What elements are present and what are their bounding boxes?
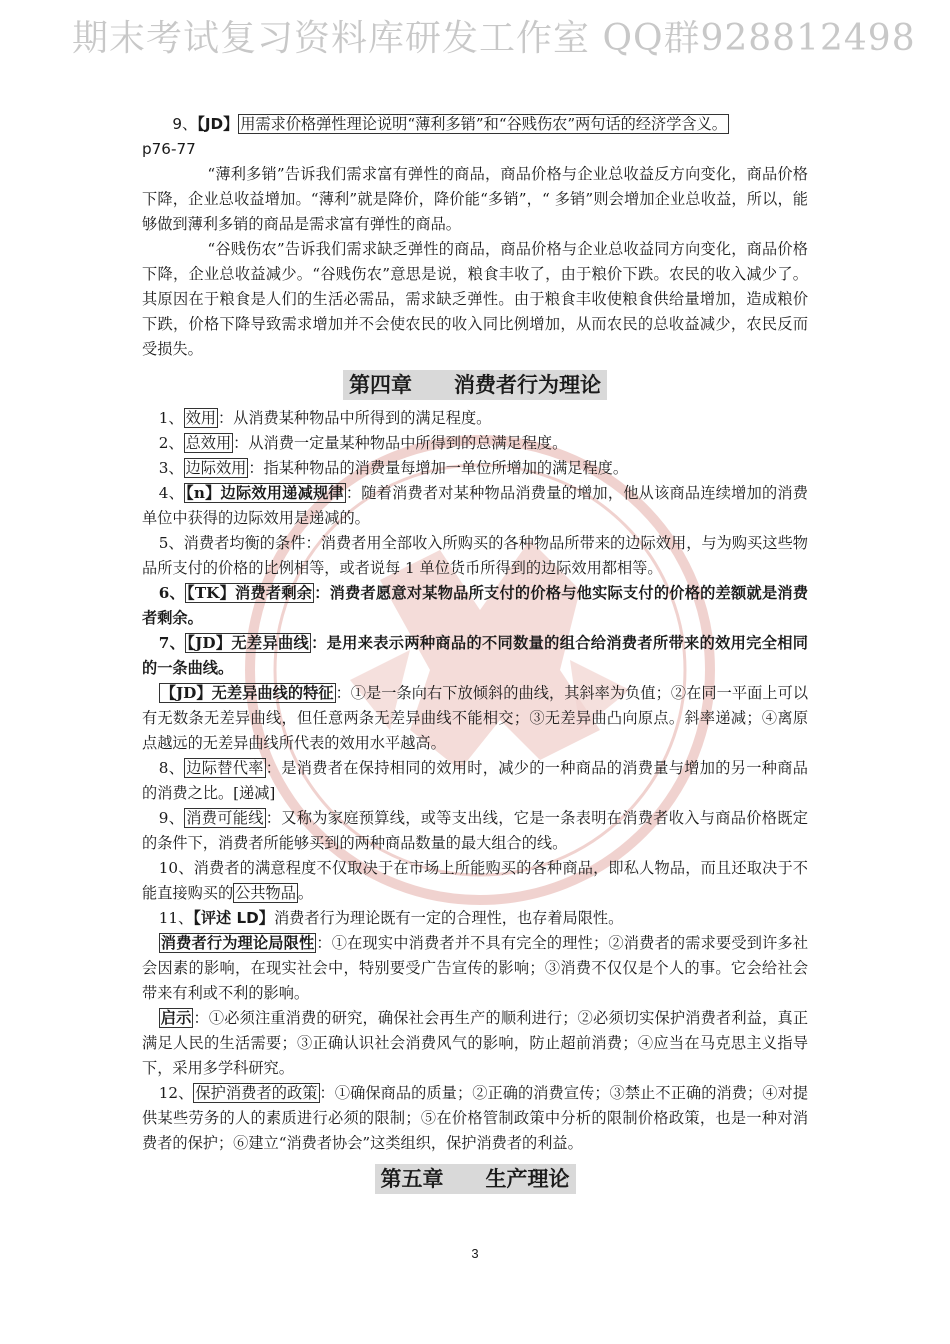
chapter-5-heading: 第五章 生产理论 [142,1164,808,1194]
item-6: 6、 【TK】消费者剩余 ：消费者愿意对某物品所支付的价格与他实际支付的价格的差额就是消费者剩余。 [142,584,809,627]
item-4: 4、 【n】边际效用递减规律 ：随着消费者对某种物品消费量的增加，他从该商品连续增加的消费单位中获得的边际效用是递减的。 [142,484,808,527]
term: 公共物品 [235,884,296,902]
page-ref: p76-77 [142,140,196,158]
term: 【JD】无差异曲线 [187,634,310,652]
question-tag: 【JD】 [197,115,239,133]
term: 【JD】无差异曲线的特征 [160,684,334,702]
page-number: 3 [471,1246,479,1261]
item-3: 3、 边际效用 ：指某种物品的消费量每增加一单位所增加的满足程度。 [158,459,629,477]
item-5: 5、消费者均衡的条件：消费者用全部收入所购买的各种物品所带来的边际效用，与为购买这些物品所支付的价格的比例相等，或者说每 1 单位货币所得到的边际效用都相等。 [142,534,808,577]
item-7-features: 【JD】无差异曲线的特征 ：①是一条向右下放倾斜的曲线，其斜率为负值；②在同一平面上可以有无数条无差异曲线，但任意两条无差异曲线不能相交；③无差异曲凸向原点。斜率递减；④离原点越远的无差异曲线所代表的效用水平越高。 [142,684,809,752]
term: 【TK】消费者剩余 [186,584,313,602]
term: 效用 [185,409,216,427]
item-1: 1、 效用 ：从消费某种物品中所得到的满足程度。 [158,409,492,427]
term: 边际替代率 [186,759,264,777]
answer-paragraph: “谷贱伤农”告诉我们需求缺乏弹性的商品，商品价格与企业总收益同方向变化，商品价格下降，企业总收益减少。“谷贱伤农”意思是说，粮食丰收了，由于粮价下跌。农民的收入减少了。其原因在于粮食是人们的生活必需品，需求缺乏弹性。由于粮食丰收使粮食供给量增加，造成粮价下跌，价格下降导致需求增加并不会使农民的收入同比例增加，从而农民的总收益减少，农民反而受损失。 [142,240,808,358]
question-9: 9、【JD】 用需求价格弹性理论说明“薄利多销”和“谷贱伤农”两句话的经济学含义。 [172,115,727,133]
question-text: 用需求价格弹性理论说明“薄利多销”和“谷贱伤农”两句话的经济学含义。 [240,115,727,133]
term: 边际效用 [185,459,247,477]
document-body [142,112,808,1200]
item-10: 10、消费者的满意程度不仅取决于在市场上所能购买的各种商品，即私人物品，而且还取决于不能直接购买的 公共物品 。 [142,859,808,902]
item-2: 2、 总效用 ：从消费一定量某种物品中所得到的总满足程度。 [158,434,568,452]
term: 启示 [160,1009,192,1027]
term: 【n】边际效用递减规律 [186,484,344,502]
item-8: 8、 边际替代率 ：是消费者在保持相同的效用时，减少的一种商品的消费量与增加的另一种商品的消费之比。[递减] [142,759,808,802]
chapter-4-heading: 第四章 消费者行为理论 [142,370,808,400]
term: 消费者行为理论局限性 [160,934,315,952]
header-watermark: 期末考试复习资料库研发工作室 QQ群928812498 [72,18,916,59]
item-11-insights: 启示 ：①必须注重消费的研究，确保社会再生产的顺利进行；②必须切实保护消费者利益，真正满足人民的生活需要；③正确认识社会消费风气的影响，防止超前消费；④应当在马克思主义指导下，采用多学科研究。 [142,1009,809,1077]
item-9: 9、 消费可能线 ：又称为家庭预算线，或等支出线，它是一条表明在消费者收入与商品价格既定的条件下，消费者所能够买到的两种商品数量的最大组合的线。 [142,809,808,852]
item-12: 12、 保护消费者的政策 ：①确保商品的质量；②正确的消费宣传；③禁止不正确的消费；④对提供某些劳务的人的素质进行必须的限制；⑤在价格管制政策中分析的限制价格政策，也是一种对消费者的保护；⑥建立“消费者协会”这类组织，保护消费者的利益。 [142,1084,809,1152]
item-7: 7、 【JD】无差异曲线 ：是用来表示两种商品的不同数量的组合给消费者所带来的效用完全相同的一条曲线。 [142,634,808,677]
item-11-limits: 消费者行为理论局限性 ：①在现实中消费者并不具有完全的理性；②消费者的需求要受到许多社会因素的影响，在现实社会中，特别要受广告宣传的影响；③消费不仅仅是个人的事。它会给社会带来有利或不利的影响。 [142,934,809,1002]
item-11: 11、【评述 LD】消费者行为理论既有一定的合理性，也存着局限性。 [158,909,624,927]
term: 总效用 [185,434,232,452]
term: 保护消费者的政策 [195,1084,318,1102]
term: 消费可能线 [186,809,264,827]
answer-paragraph: “薄利多销”告诉我们需求富有弹性的商品，商品价格与企业总收益反方向变化，商品价格下降，企业总收益增加。“薄利”就是降价，降价能“多销”，“ 多销”则会增加企业总收益，所以，能够做到薄利多销的商品是需求富有弹性的商品。 [142,165,808,233]
